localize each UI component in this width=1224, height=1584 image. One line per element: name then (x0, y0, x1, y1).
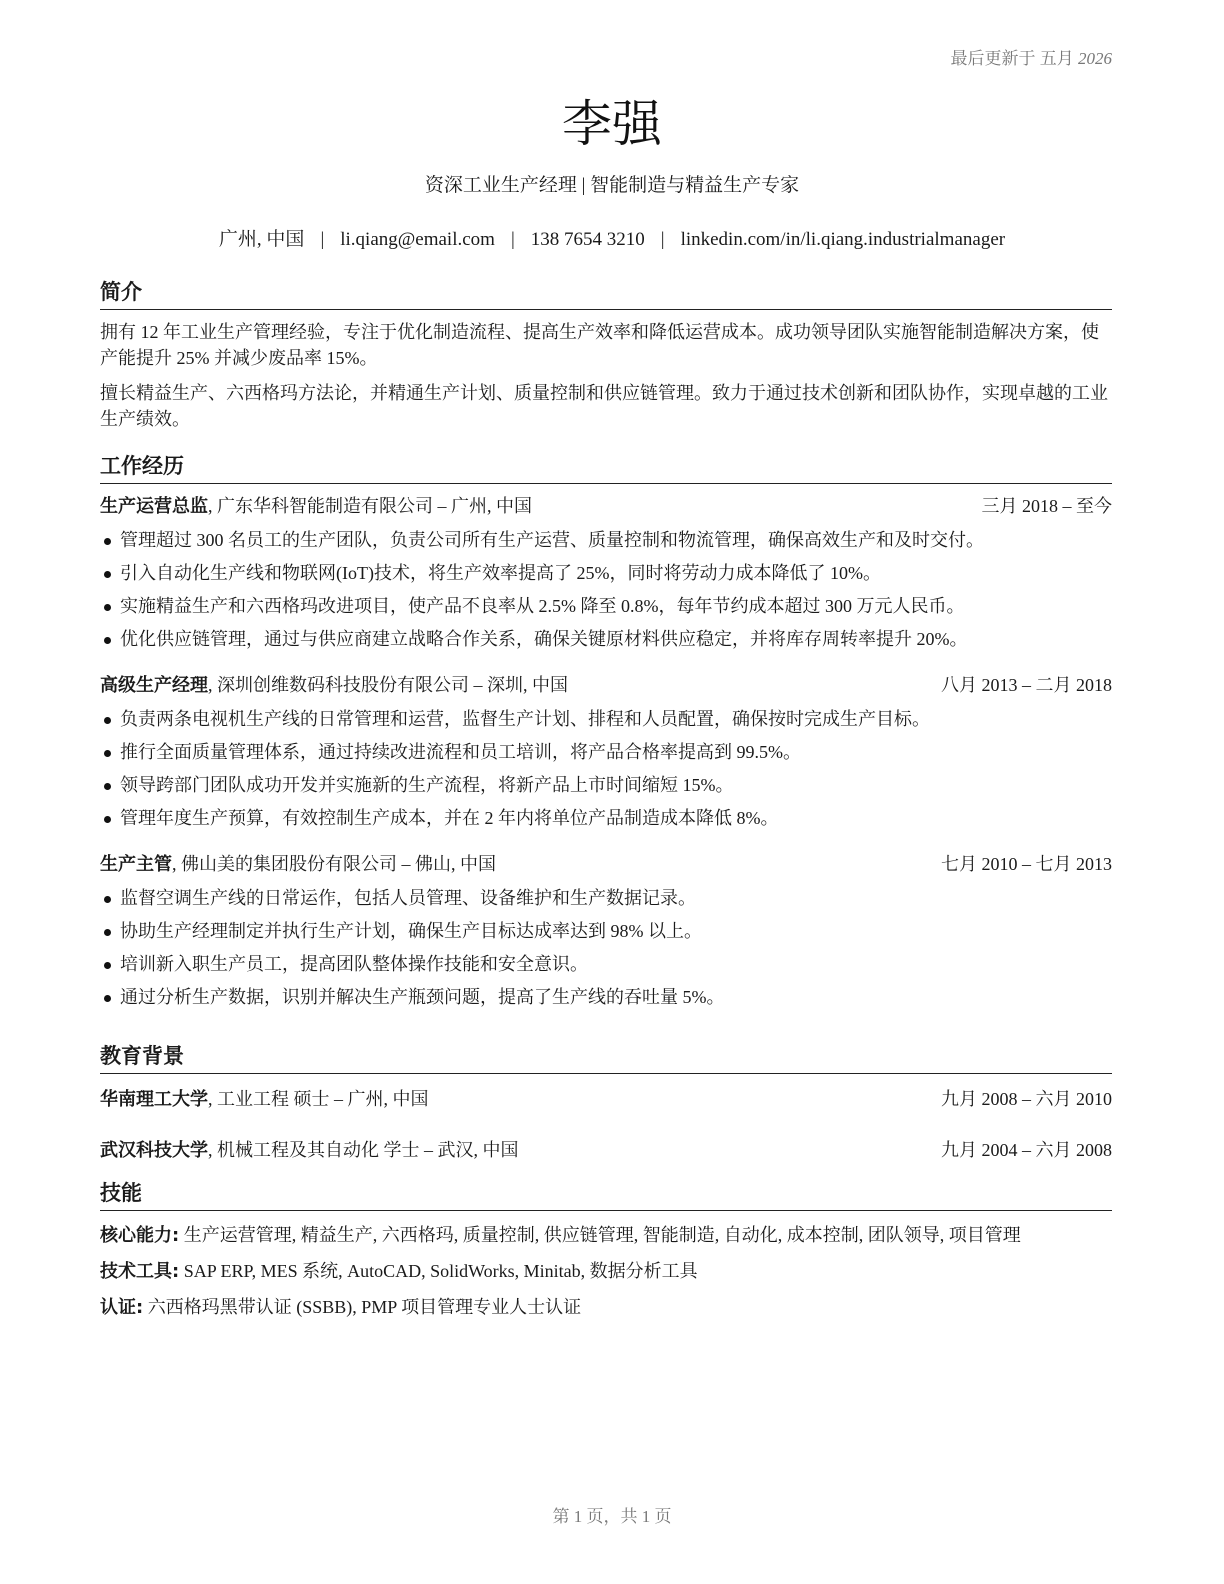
skills-section (100, 1178, 1112, 1330)
page-footer: 第 1 页，共 1 页 (552, 1507, 672, 1526)
contact-separator: | (320, 229, 325, 250)
job-bullet: 负责两条电视机生产线的日常管理和运营，监督生产计划、排程和人员配置，确保按时完成生产目标。 (100, 706, 1112, 732)
job-bullet: 培训新入职生产员工，提高团队整体操作技能和安全意识。 (100, 951, 1112, 977)
education-entry (100, 1086, 1112, 1113)
job-bullet: 通过分析生产数据，识别并解决生产瓶颈问题，提高了生产线的吞吐量 5%。 (100, 984, 1112, 1010)
job-bullets (100, 885, 1112, 1010)
job-bullet: 推行全面质量管理体系，通过持续改进流程和员工培训，将产品合格率提高到 99.5%。 (100, 739, 1112, 765)
skill-value: SAP ERP, MES 系统, AutoCAD, SolidWorks, Minitab, 数据分析工具 (179, 1261, 698, 1281)
job-org: , 深圳创维数码科技股份有限公司 – 深圳, 中国 (208, 675, 568, 695)
job-bullets (100, 527, 1112, 652)
last-updated-prefix: 最后更新于 五月 (950, 49, 1074, 68)
last-updated (951, 44, 1113, 69)
skill-row (100, 1294, 1112, 1321)
headline: 资深工业生产经理 | 智能制造与精益生产专家 (424, 175, 800, 196)
education-dates: 九月 2004 – 六月 2008 (941, 1140, 1112, 1160)
job-bullet: 引入自动化生产线和物联网(IoT)技术，将生产效率提高了 25%，同时将劳动力成本降低了 10%。 (100, 560, 1112, 586)
education-section (100, 1041, 1112, 1164)
contact-separator: | (660, 229, 665, 250)
summary-section (100, 277, 1112, 432)
person-name: 李强 (562, 95, 662, 153)
job-bullet: 监督空调生产线的日常运作，包括人员管理、设备维护和生产数据记录。 (100, 885, 1112, 911)
skill-value: 生产运营管理, 精益生产, 六西格玛, 质量控制, 供应链管理, 智能制造, 自动化, 成本控制, 团队领导, 项目管理 (179, 1225, 1021, 1245)
last-updated-year: 2026 (1078, 49, 1112, 68)
section-title: 技能 (100, 1178, 1112, 1211)
summary-paragraph: 拥有 12 年工业生产管理经验，专注于优化制造流程、提高生产效率和降低运营成本。成功领导团队实施智能制造解决方案，使产能提升 25% 并减少废品率 15%。 (100, 322, 1099, 368)
skill-row (100, 1222, 1112, 1249)
education-entry (100, 1137, 1112, 1164)
job-bullet: 协助生产经理制定并执行生产计划，确保生产目标达成率达到 98% 以上。 (100, 918, 1112, 944)
job-entry (100, 672, 1112, 831)
degree-detail: , 机械工程及其自动化 学士 – 武汉, 中国 (208, 1140, 519, 1160)
job-header (100, 851, 1112, 878)
job-entry (100, 493, 1112, 652)
section-title: 教育背景 (100, 1041, 1112, 1074)
skill-label: 技术工具: (100, 1261, 180, 1282)
job-role: 高级生产经理 (100, 675, 208, 696)
job-entry (100, 851, 1112, 1010)
contact-email[interactable]: li.qiang@email.com (340, 229, 495, 250)
education-dates: 九月 2008 – 六月 2010 (941, 1089, 1112, 1109)
job-bullet: 优化供应链管理，通过与供应商建立战略合作关系，确保关键原材料供应稳定，并将库存周转率提升 20%。 (100, 626, 1112, 652)
experience-section (100, 451, 1112, 1010)
job-dates: 八月 2013 – 二月 2018 (941, 675, 1112, 695)
skill-row (100, 1258, 1112, 1285)
job-role: 生产主管 (100, 854, 172, 875)
job-dates: 三月 2018 – 至今 (981, 496, 1112, 516)
job-dates: 七月 2010 – 七月 2013 (941, 854, 1112, 874)
job-bullet: 管理年度生产预算，有效控制生产成本，并在 2 年内将单位产品制造成本降低 8%。 (100, 805, 1112, 831)
degree-detail: , 工业工程 硕士 – 广州, 中国 (208, 1089, 429, 1109)
job-header (100, 672, 1112, 699)
summary-paragraph: 擅长精益生产、六西格玛方法论，并精通生产计划、质量控制和供应链管理。致力于通过技术创新和团队协作，实现卓越的工业生产绩效。 (100, 383, 1108, 429)
contact-line (0, 224, 1224, 251)
contact-separator: | (510, 229, 515, 250)
section-title: 简介 (100, 277, 1112, 310)
school-name: 武汉科技大学 (100, 1140, 208, 1161)
contact-location: 广州, 中国 (218, 229, 305, 250)
job-org: , 佛山美的集团股份有限公司 – 佛山, 中国 (172, 854, 496, 874)
skill-label: 核心能力: (100, 1225, 180, 1246)
job-org: , 广东华科智能制造有限公司 – 广州, 中国 (208, 496, 532, 516)
school-name: 华南理工大学 (100, 1089, 208, 1110)
contact-phone[interactable]: 138 7654 3210 (530, 229, 645, 250)
job-bullet: 管理超过 300 名员工的生产团队，负责公司所有生产运营、质量控制和物流管理，确保高效生产和及时交付。 (100, 527, 1112, 553)
job-role: 生产运营总监 (100, 496, 208, 517)
job-bullets (100, 706, 1112, 831)
contact-linkedin[interactable]: linkedin.com/in/li.qiang.industrialmanager (680, 229, 1006, 250)
job-bullet: 领导跨部门团队成功开发并实施新的生产流程，将新产品上市时间缩短 15%。 (100, 772, 1112, 798)
job-bullet: 实施精益生产和六西格玛改进项目，使产品不良率从 2.5% 降至 0.8%，每年节约成本超过 300 万元人民币。 (100, 593, 1112, 619)
section-title: 工作经历 (100, 451, 1112, 484)
skill-value: 六西格玛黑带认证 (SSBB), PMP 项目管理专业人士认证 (143, 1297, 582, 1317)
skill-label: 认证: (100, 1297, 144, 1318)
job-header (100, 493, 1112, 520)
